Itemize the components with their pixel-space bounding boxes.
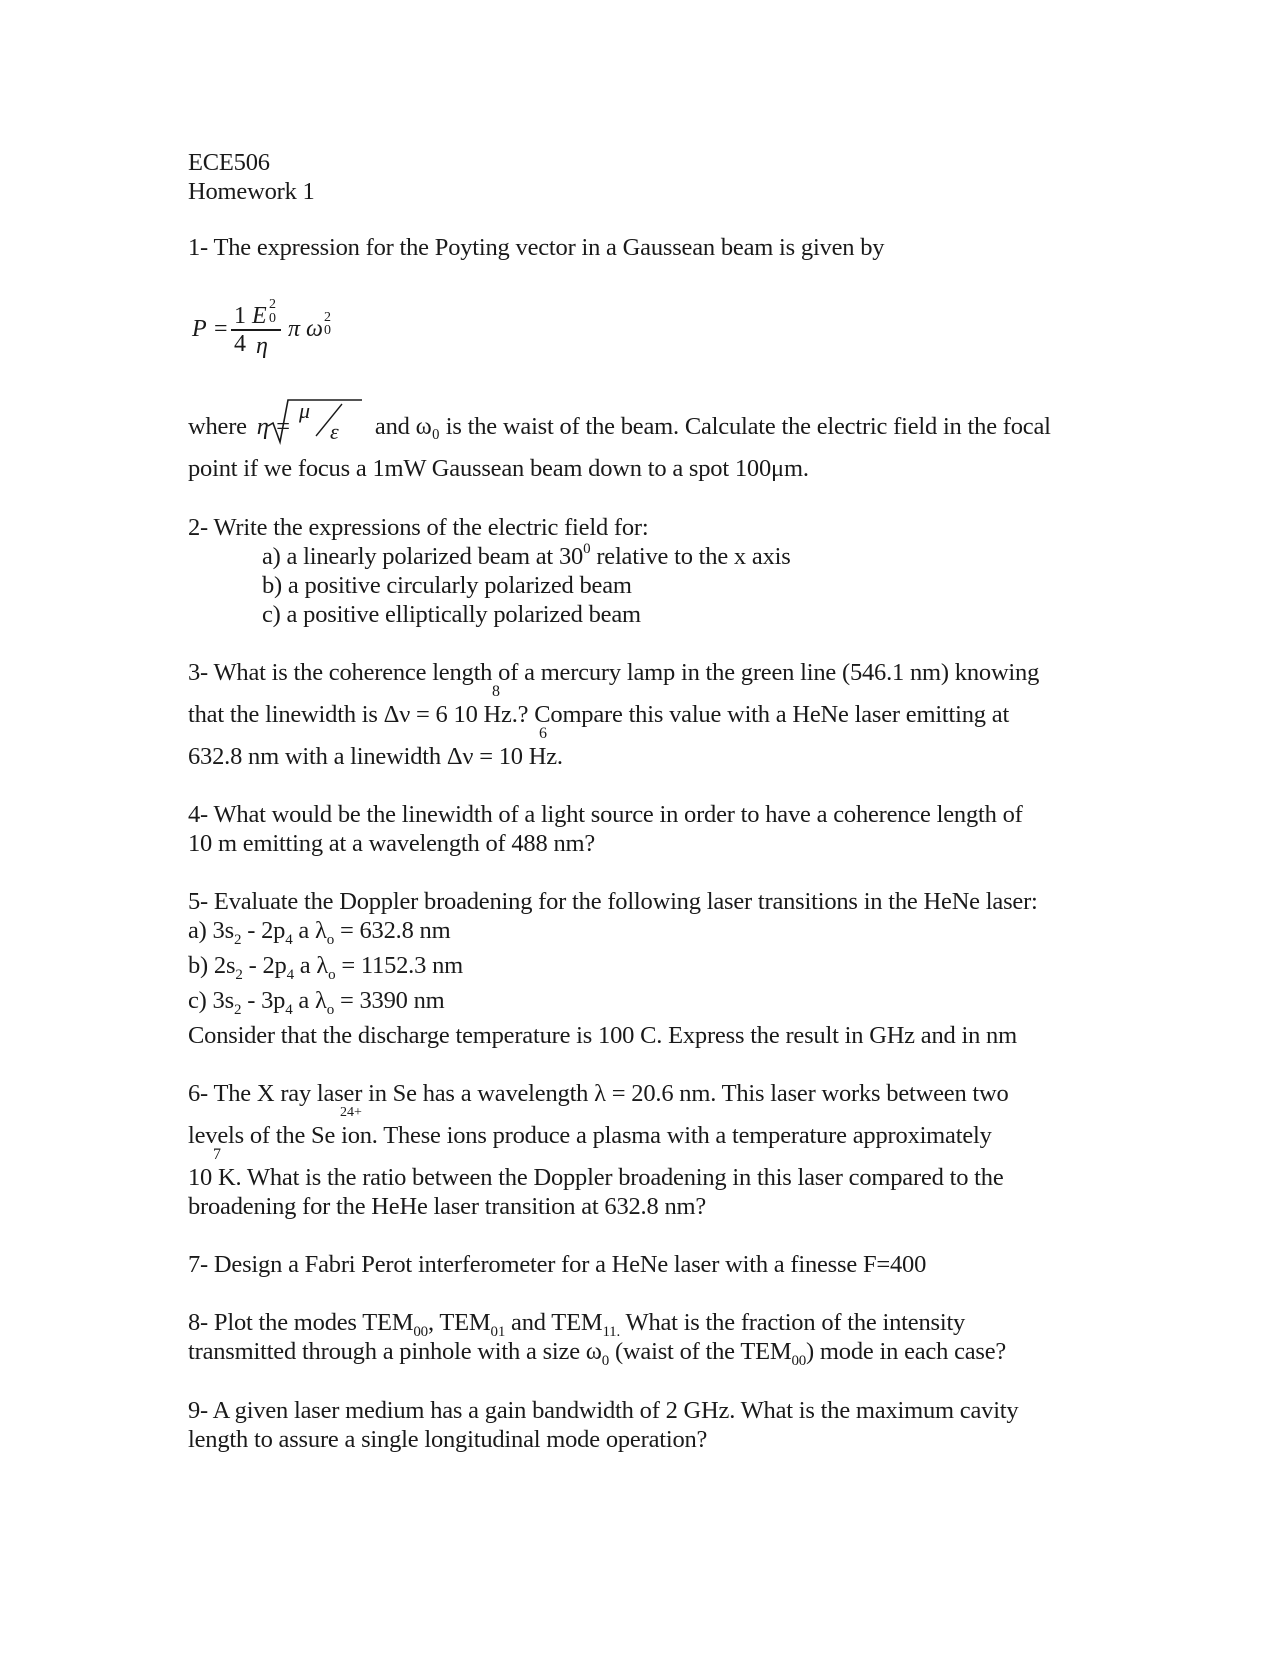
eq-num-e: E (252, 303, 267, 329)
eq-den-eta: η (256, 333, 268, 359)
q1-line2: point if we focus a 1mW Gaussean beam down to a spot 100μm. (188, 455, 809, 482)
q6-line2: levels of the Se ion. These ions produce a plasma with a temperature approximately (188, 1122, 992, 1149)
q6-line1: 6- The X ray laser in Se has a wavelength λ = 20.6 nm. This laser works between two (188, 1080, 1009, 1107)
eq-omega: ω (306, 316, 323, 342)
q1-where-suffix: and ω₀ is the waist of the beam. Calculate the electric field in the focal (374, 413, 1051, 440)
q2-a-degree: 0 (583, 541, 591, 557)
q8-line1: 8- Plot the modes $TEM_{00}$, $TEM_{01}$ and $TEM_{11.}$ What is the fraction of the intensity (188, 1309, 966, 1340)
eq-omega-sub: 0 (324, 323, 331, 338)
q5-item-a: a) $3s_2 - 2p_4$ a $\lambda_o = 632.8$ nm (188, 917, 451, 948)
radical-sign (266, 396, 366, 446)
q2-a-text: a) a linearly polarized beam at 30 (262, 543, 584, 570)
eq-lhs: P (192, 316, 207, 342)
q6-line3: 10 K. What is the ratio between the Doppler broadening in this laser compared to the (188, 1164, 1004, 1191)
eq-pi: π (288, 316, 301, 342)
eq-den-coeff: 4 (234, 331, 246, 357)
q2-intro: 2- Write the expressions of the electric field for: (188, 514, 649, 541)
assignment-title: Homework 1 (188, 178, 315, 205)
q2-a (262, 542, 791, 572)
sqrt-eps: ε (330, 419, 339, 444)
q3-line1: 3- What is the coherence length of a mercury lamp in the green line (546.1 nm) knowing (188, 659, 1040, 686)
q8-line2: transmitted through a pinhole with a size $\omega_0$ (waist of the $TEM_{00}$) mode in each case? (188, 1338, 1007, 1369)
course-code: ECE506 (188, 149, 270, 176)
q5-item-b: b) $2s_2 - 2p_4$ a $\lambda_o = 1152.3$ nm (188, 952, 463, 983)
sqrt-mu: μ (299, 398, 311, 423)
eq-num-e-sup: 2 (269, 297, 276, 312)
poynting-equation (188, 298, 368, 368)
eq-equals: = (214, 316, 228, 342)
sqrt-mu-over-eps (266, 396, 366, 446)
q3-exp2: 6 (539, 725, 547, 742)
q3-line3: 632.8 nm with a linewidth Δν = 10 Hz. (188, 743, 563, 770)
q7-line1: 7- Design a Fabri Perot interferometer for a HeNe laser with a finesse F=400 (188, 1251, 927, 1278)
q3-exp1: 8 (492, 683, 500, 700)
q5-item-c: c) $3s_2 - 3p_4$ a $\lambda_o = 3390$ nm (188, 987, 445, 1018)
q6-exp: 7 (213, 1146, 221, 1163)
eq-num-e-sub: 0 (269, 311, 276, 326)
q4-line1: 4- What would be the linewidth of a light source in order to have a coherence length of (188, 801, 1023, 828)
q9-line2: length to assure a single longitudinal mode operation? (188, 1426, 708, 1453)
q1-where-prefix: where (188, 413, 247, 440)
q9-line1: 9- A given laser medium has a gain bandwidth of 2 GHz. What is the maximum cavity (188, 1397, 1019, 1424)
q4-line2: 10 m emitting at a wavelength of 488 nm? (188, 830, 596, 857)
q5-intro: 5- Evaluate the Doppler broadening for the following laser transitions in the HeNe laser: (188, 888, 1038, 915)
q1-eta-def: η = (256, 413, 292, 440)
q6-charge: 24+ (340, 1105, 362, 1120)
q1-intro: 1- The expression for the Poyting vector in a Gaussean beam is given by (188, 234, 885, 261)
q2-c: c) a positive elliptically polarized beam (262, 601, 641, 628)
q2-a-post: relative to the x axis (590, 543, 791, 570)
q2-b: b) a positive circularly polarized beam (262, 572, 632, 599)
q5-conclusion: Consider that the discharge temperature is 100 C. Express the result in GHz and in nm (188, 1022, 1017, 1049)
q3-line2: that the linewidth is Δν = 6 10 Hz.? Compare this value with a HeNe laser emitting at (188, 701, 1010, 728)
eq-omega-sup: 2 (324, 310, 331, 325)
eq-num-coeff: 1 (234, 303, 246, 329)
q6-line4: broadening for the HeHe laser transition at 632.8 nm? (188, 1193, 707, 1220)
